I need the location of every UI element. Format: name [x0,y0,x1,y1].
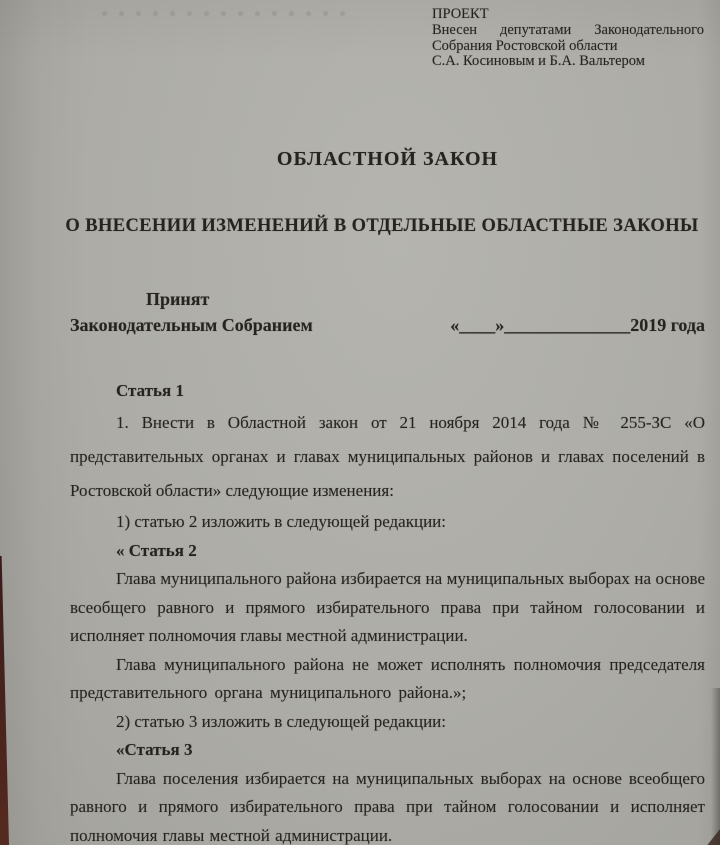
adopted-by-label: Законодательным Собранием [70,315,313,335]
amendment-item-1: 1) статью 2 изложить в следующей редакции: [116,512,446,531]
law-subtitle: О ВНЕСЕНИИ ИЗМЕНЕНИЙ В ОТДЕЛЬНЫЕ ОБЛАСТНЫЕ ЗАКОНЫ [65,216,699,236]
law-title: ОБЛАСТНОЙ ЗАКОН [276,148,499,170]
quoted-article-3-heading: «Статья 3 [116,740,193,759]
article-1-intro: 1. Внести в Областной закон от 21 ноября 2014 года № 255-ЗС «О представительных органах и главах муниципальных районов и главах поселений в Ростовской области» следующие изменения: [70,413,705,500]
adoption-block [70,286,705,338]
adopted-label: Принят [146,289,210,309]
quoted-article-2-heading: « Статья 2 [116,540,197,560]
quoted-article-3-para-1: Глава поселения избирается на муниципальных выборах на основе всеобщего равного и прямого избирательного права при тайном голосовании и исполняет полномочия главы местной администрации. [70,768,705,845]
article-1-heading: Статья 1 [116,381,184,400]
header-right-block [432,7,704,70]
quoted-article-2-para-2: Глава муниципального района не может исполнять полномочия председателя представительного органа муниципального района.»; [70,654,705,702]
quoted-article-2-para-1: Глава муниципального района избирается на муниципальных выборах на основе всеобщего равного и прямого избирательного права при тайном голосовании и исполняет полномочия главы местной администрации. [70,569,705,645]
law-body [70,376,705,845]
project-label: ПРОЕКТ [432,6,489,22]
paper-bleed-dots [96,9,346,18]
table-edge-left [0,556,9,845]
date-blank-line: «____»______________2019 года [450,315,705,335]
page-edge-shadow [711,688,720,845]
submitted-by-line-2: Собрания Ростовской области [432,37,618,54]
submitted-by-line-1: Внесен депутатами Законодательного [432,21,704,38]
submitted-by-line-3: С.А. Косиновым и Б.А. Вальтером [432,53,645,70]
amendment-item-2: 2) статью 3 изложить в следующей редакции: [116,711,446,731]
